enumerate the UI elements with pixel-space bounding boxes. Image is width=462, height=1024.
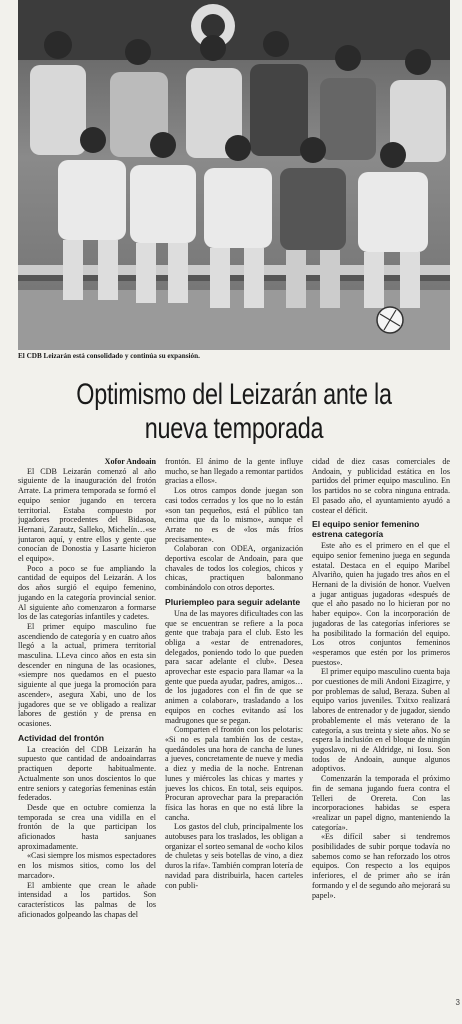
headline-line-2: nueva temporada <box>144 412 324 445</box>
paragraph: cidad de diez casas comerciales de Andoain, y publicidad estática en los partidos del primer equipo masculino. En los partidos no se cobra ninguna entrada. El pasado año, el ayuntamiento ayudó a costear el déficit. <box>312 457 450 515</box>
section-heading: El equipo senior femenino estrena categoría <box>312 519 420 540</box>
team-photo-image <box>18 0 450 350</box>
paragraph: «Casi siempre los mismos espectadores en los mismos sitios, como los del marcador». <box>18 851 156 880</box>
paragraph: El ambiente que crean le añade intensidad a los partidos. Son característicos las palmas de los aficionados golpeando las chapas del <box>18 880 156 919</box>
paragraph: «Es difícil saber si tendremos posibilidades de subir porque todavía no sabemos como se han reforzado los otros equipos. Con respecto a los equipos inferiores, el de primer año se irán formando y el de segundo año mejorará su papel». <box>312 832 450 900</box>
section-heading: Pluriempleo para seguir adelante <box>165 596 301 607</box>
paragraph: Comparten el frontón con los pelotaris: «Si no es pala también los de cesta», quedándoles una hora de cancha de lunes a jueves, concretamente de nueve y media a diez y media de la noche. Entrenan lunes y miércoles las chicas y martes y jueves los chicos. En total, seis equipos. Procuran aprovechar para la preparación física las horas en que no está libre la cancha. <box>165 725 303 822</box>
paragraph: frontón. El ánimo de la gente influye mucho, se han llegado a remontar partidos gracias a ellos». <box>165 457 303 486</box>
byline: Xofor Andoain <box>104 457 156 466</box>
article-headline <box>66 378 403 446</box>
photo-caption: El CDB Leizarán está consolidado y continúa su expansión. <box>18 352 200 360</box>
headline-line-1: Optimismo del Leizarán ante la <box>76 378 392 411</box>
team-photo <box>18 0 450 350</box>
paragraph: Este año es el primero en el que el equipo senior femenino juega en segunda estatal. Destaca en el equipo Maribel Alvariño, quien ha jugado tres años en el Hernani de la división de honor. Vuelven a jugar antiguas jugadoras «después de que el año pasado no lo hicieran por no haber equipo». Con la incorporación de jugadoras de las categorías inferiores se ha posibilitado la formación del equipo. Los otros conjuntos femeninos «esperamos que estén por los primeros puestos». <box>312 541 450 667</box>
paragraph: Desde que en octubre comienza la temporada se crea una vidilla en el frontón de la que participan los aficionados hasta sanjuanes aproximadamente. <box>18 802 156 851</box>
page-mark: 3 <box>455 998 460 1007</box>
paragraph: El primer equipo masculino cuenta baja por cuestiones de mili Andoni Eizagirre, y por problemas de salud, Beraza. Suben al equipo varios juveniles. Txitxo realizará labores de entrenador y de jugador, siendo probablemente el más veterano de la categoría, a sus treinta y siete años. No se espera la inclusión en el bloque de ningún yugoslavo, ni de Aldridge, ni Iosu. Son todos de Andoain, aunque algunos adoptivos. <box>312 667 450 774</box>
paragraph: La creación del CDB Leizarán ha supuesto que cantidad de andoaindarras practiquen deporte habitualmente. Actualmente son unos doscientos lo que entre seniors y categorías femeninas están federados. <box>18 744 156 803</box>
paragraph: Poco a poco se fue ampliando la cantidad de equipos del Leizarán. A los dos años surgió el equipo femenino, jugando en la categoría provincial senior. Al siguiente año comenzaron a formarse los de las categorías infantiles y cadetes. <box>18 563 156 622</box>
column-1 <box>18 457 156 1017</box>
paragraph: El CDB Leizarán comenzó al año siguiente de la inauguración del frotón Arrate. La primera temporada se formó el equipo senior jugando en tercera territorial. Estaba compuesto por jugadores procedentes del Bidasoa, Hernani, Zarautz, Salleko, Michelín…«se juntaron aquí, y entre ellos y gente que conocían de Donostia y Lasarte hicieron el equipo». <box>18 466 156 564</box>
paragraph: Comenzarán la temporada el próximo fin de semana jugando fuera contra el Telleri de Orereta. Con las incorporaciones habidas se espera «realizar un papel digno, manteniendo la categoría». <box>312 774 450 832</box>
article-body <box>18 457 450 1017</box>
paragraph: Los gastos del club, principalmente los autobuses para los traslados, les obligan a organizar el sorteo semanal de «ocho kilos de chuletas y seis botellas de vino, a diez duros la rifa». También compran lotería de navidad para distribuirla, hacen carteles con publi- <box>165 822 303 890</box>
paragraph: Colaboran con ODEA, organización deportiva escolar de Andoain, para que chavales de todos los colegios, chicos y chicas, practiquen balonmano combinándolo con otros deportes. <box>165 544 303 593</box>
paragraph: Una de las mayores dificultades con las que se encuentran se refiere a la poca gente que trabaja para el club. Esto les obliga a «estar de entrenadores, delegados, poniendo todo lo que pueden para sacar adelante el club». Desea aprovechar este espacio para llamar «a la gente que pueda ayudar, padres, amigos… de los jugadores con el fin de que se animen a colaborar», trasladando a los equipos en coches evitando así los madrugones que se pegan. <box>165 608 303 725</box>
column-3 <box>312 457 450 1017</box>
section-heading: Actividad del frontón <box>18 732 104 743</box>
column-2 <box>165 457 303 1017</box>
paragraph: Los otros campos donde juegan son casi todos cerrados y los que no lo están «son tan pequeños, está el público tan encima que da lo mismo», aunque el Arrate no es de «los más fríos precisamente». <box>165 486 303 544</box>
paragraph: El primer equipo masculino fue ascendiendo de categoría y en cuatro años llegó a la actual, primera territorial masculina. LLeva cinco años en esta sin descender en ninguna de las ocasiones, «siempre nos quedamos en el puesto siguiente al que juega la promoción para ascender», asegura Xabi, uno de los jugadores que se ve obligado a realizar labores de gestión y de prensa en ocasiones. <box>18 621 156 728</box>
